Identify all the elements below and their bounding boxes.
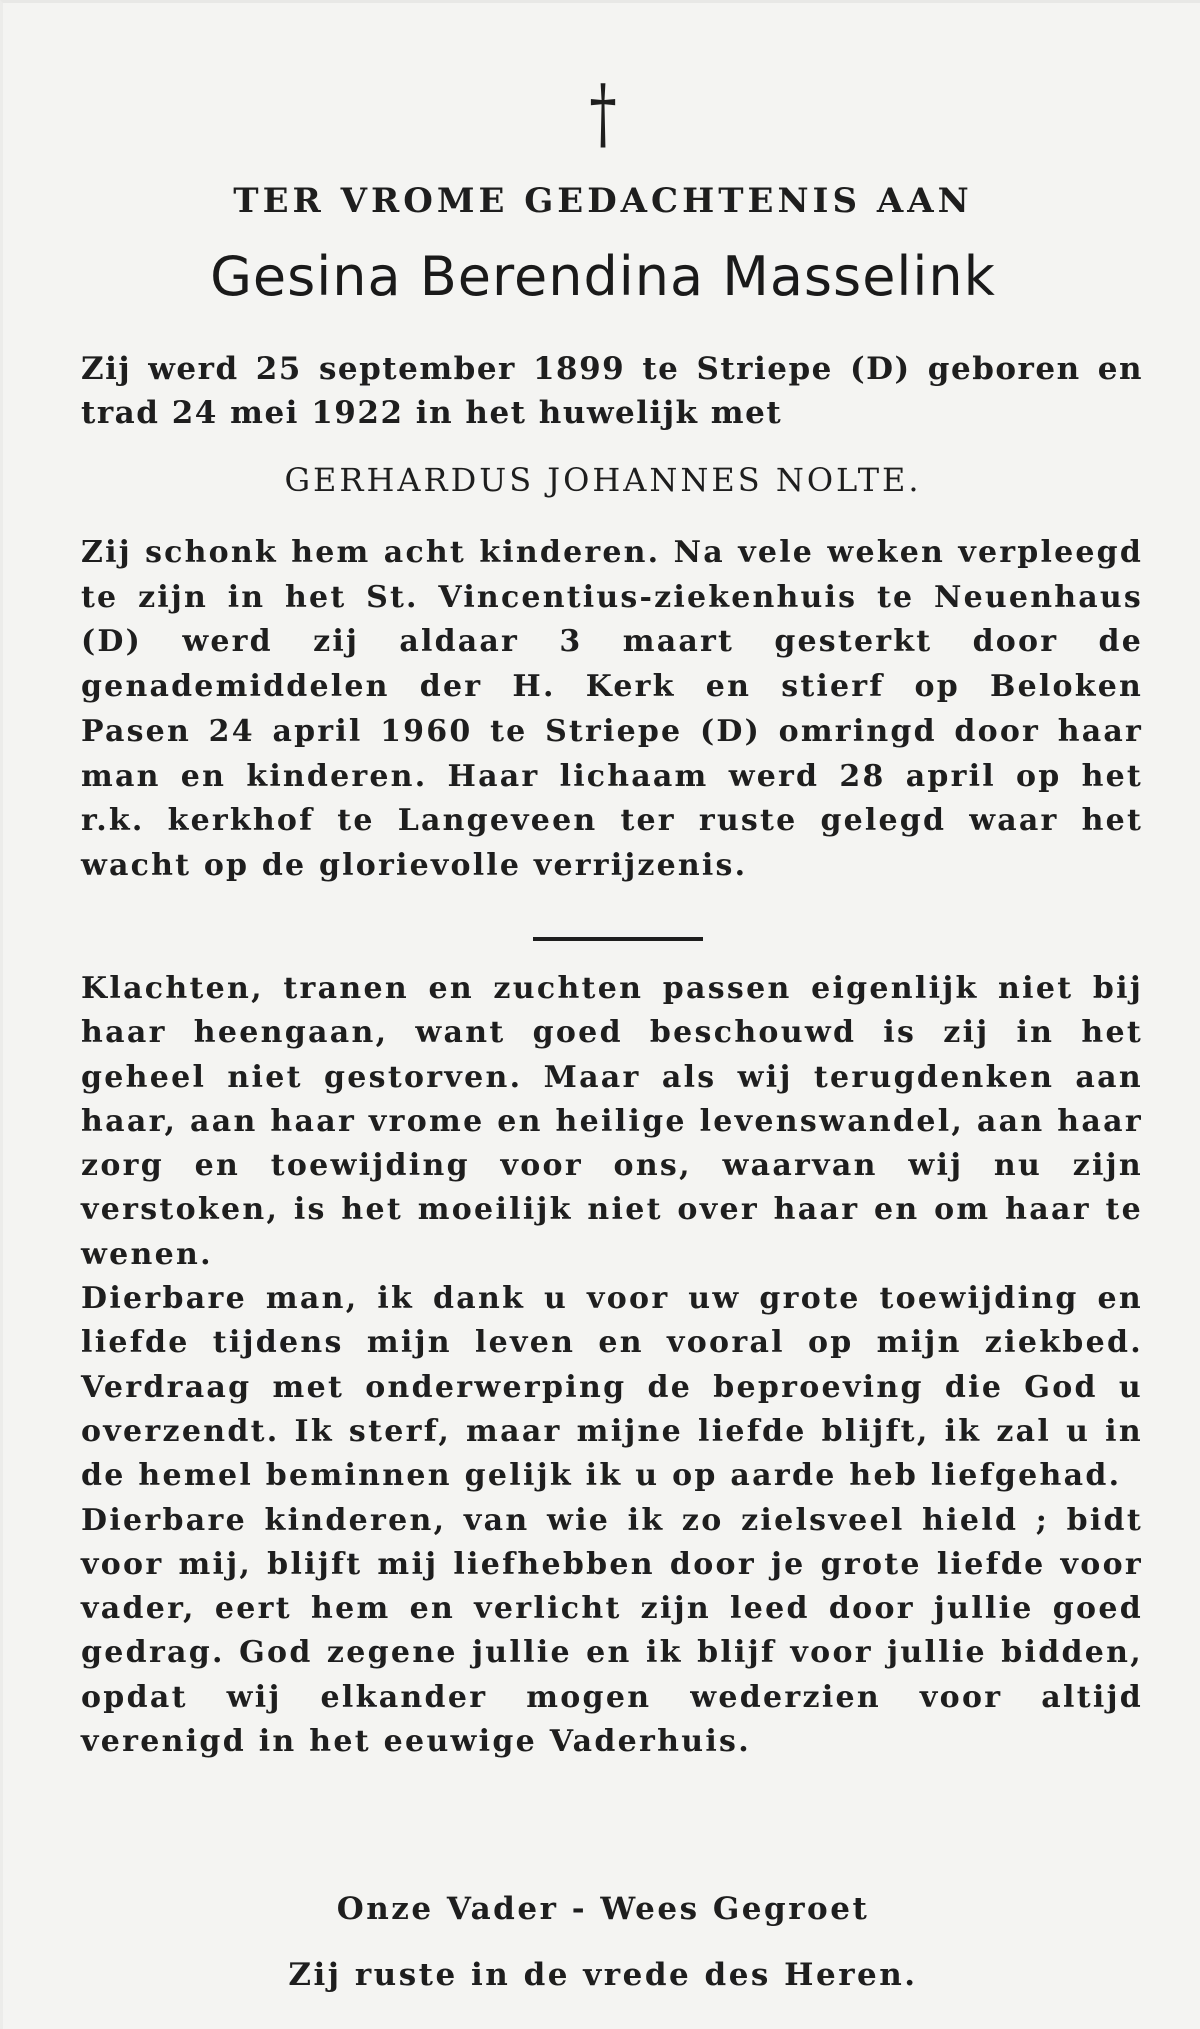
card-heading: TER VROME GEDACHTENIS AAN bbox=[233, 181, 973, 221]
deceased-name: Gesina Berendina Masselink bbox=[210, 245, 996, 308]
cross-icon: † bbox=[589, 69, 617, 159]
biography-paragraph: Zij schonk hem acht kinderen. Na vele weken verpleegd te zijn in het St. Vincentius-ziekenhuis te Neuenhaus (D) werd zij aldaar 3 maart gesterkt door de genademiddelen der H. Kerk en stierf op Beloken Pasen 24 april 1960 te Striepe (D) omringd door haar man en kinderen. Haar lichaam werd 28 april op het r.k. kerkhof te Langeveen ter ruste gelegd waar het wacht op de glorievolle verrijzenis. bbox=[81, 535, 1143, 883]
prayers-line: Onze Vader - Wees Gegroet bbox=[336, 1891, 870, 1927]
children-paragraph: Dierbare kinderen, van wie ik zo zielsveel hield ; bidt voor mij, blijft mij liefhebben door je grote liefde voor vader, eert hem en verlicht zijn leed door jullie goed gedrag. God zegene jullie en ik blijf voor jullie bidden, opdat wij elkander mogen wederzien voor altijd verenigd in het eeuwige Vaderhuis. bbox=[81, 1502, 1143, 1760]
divider bbox=[533, 937, 703, 941]
reflection-paragraph: Klachten, tranen en zuchten passen eigenlijk niet bij haar heengaan, want goed beschouwd is zij in het geheel niet gestorven. Maar als wij terugdenken aan haar, aan haar vrome en heilige levenswandel, aan haar zorg en toewijding voor ons, waarvan wij nu zijn verstoken, is het moeilijk niet over haar en om haar te wenen. bbox=[81, 971, 1143, 1272]
husband-paragraph: Dierbare man, ik dank u voor uw grote toewijding en liefde tijdens mijn leven en vooral op mijn ziekbed. Verdraag met onderwerping de beproeving die God u overzendt. Ik sterf, maar mijne liefde blijft, ik zal u in de hemel beminnen gelijk ik u op aarde heb liefgehad. bbox=[81, 1281, 1143, 1494]
closing-line: Zij ruste in de vrede des Heren. bbox=[288, 1957, 918, 1993]
farewell-text bbox=[81, 967, 1143, 1764]
spouse-name: GERHARDUS JOHANNES NOLTE. bbox=[284, 461, 922, 499]
intro-paragraph: Zij werd 25 september 1899 te Striepe (D) geboren en trad 24 mei 1922 in het huwelijk met bbox=[81, 351, 1143, 431]
